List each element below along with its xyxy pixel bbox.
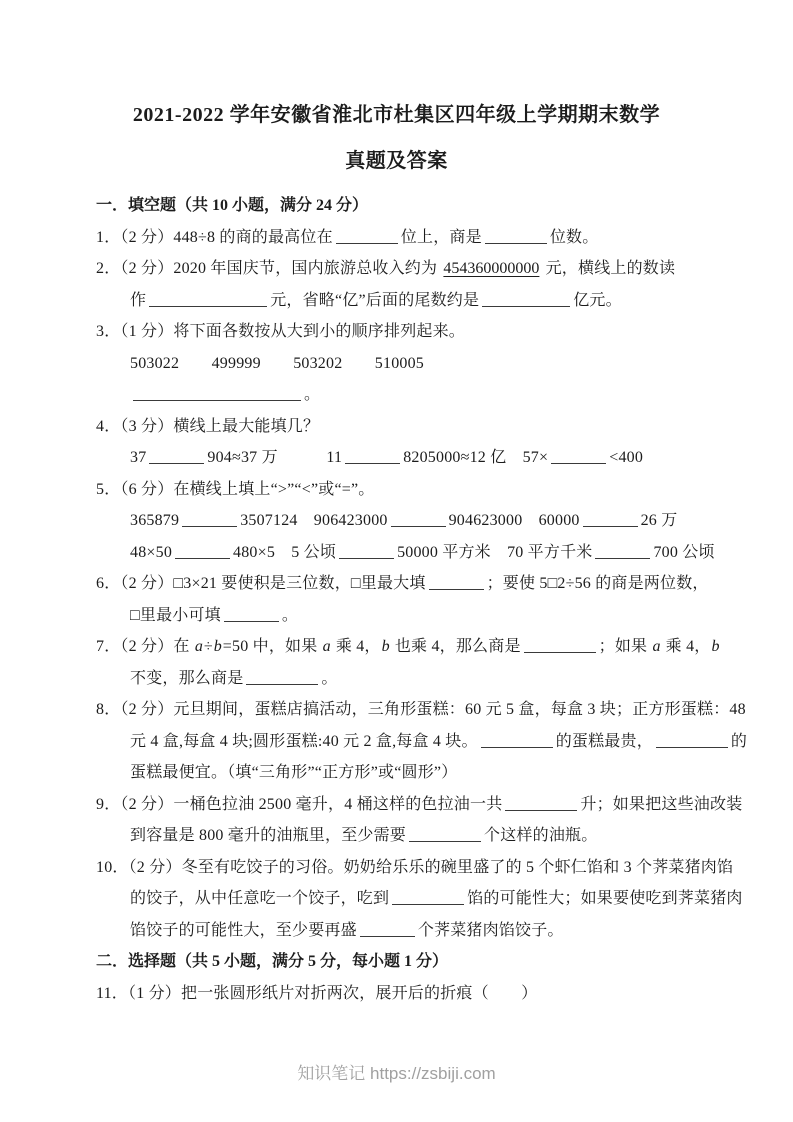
question-2-line-2 xyxy=(96,285,697,317)
blank-field xyxy=(133,387,301,401)
question-1 xyxy=(96,222,697,254)
text-segment: 5．（6 分）在横线上填上“>”“<”或“=”。 xyxy=(96,480,375,498)
underlined-value: 454360000000 xyxy=(443,260,540,277)
document-title xyxy=(96,92,697,184)
text-segment: 700 公顷 xyxy=(653,543,715,561)
question-5-items-2 xyxy=(96,537,715,569)
blank-field xyxy=(345,450,400,464)
question-9-line-2 xyxy=(96,820,697,852)
question-8-line-3 xyxy=(96,757,697,789)
text-segment: 位数。 xyxy=(549,228,599,246)
section-2-heading: 二．选择题（共 5 小题，满分 5 分，每小题 1 分） xyxy=(96,953,449,970)
math-variable: b xyxy=(381,638,390,655)
text-segment: 。 xyxy=(304,386,321,403)
question-3-line-1 xyxy=(96,316,697,348)
blank-field xyxy=(481,734,553,748)
text-segment: 7．（2 分）在 xyxy=(96,638,194,655)
question-5-items-1 xyxy=(96,505,697,537)
blank-field xyxy=(224,608,279,622)
text-segment: 9．（2 分）一桶色拉油 2500 毫升，4 桶这样的色拉油一共 xyxy=(96,795,503,813)
text-segment: 也乘 4，那么商是 xyxy=(390,638,521,655)
text-segment: 48×50 xyxy=(130,543,173,561)
text-segment: 不变，那么商是 xyxy=(130,669,244,687)
question-8-line-1 xyxy=(96,694,746,726)
blank-field xyxy=(392,891,464,905)
text-segment: 乘 4， xyxy=(331,638,381,655)
footer-watermark[interactable] xyxy=(0,1062,793,1086)
text-segment: =50 中，如果 xyxy=(222,638,322,655)
text-segment: 位上，商是 xyxy=(400,228,482,246)
blank-field xyxy=(149,293,267,307)
text-segment: ；如果 xyxy=(598,638,652,655)
text-segment: 个荠菜猪肉馅饺子。 xyxy=(417,921,564,939)
text-segment: 个这样的油瓶。 xyxy=(484,827,598,844)
math-variable: b xyxy=(711,638,720,655)
blank-field xyxy=(336,230,398,244)
text-segment: 904623000 60000 xyxy=(448,512,580,529)
blank-field xyxy=(246,671,318,685)
text-segment: 馅饺子的可能性大，至少要再盛 xyxy=(130,921,357,939)
text-segment: 480×5 5 公顷 xyxy=(233,543,337,561)
blank-field xyxy=(595,545,650,559)
blank-field xyxy=(175,545,230,559)
text-segment: 1．（2 分）448÷8 的商的最高位在 xyxy=(96,228,333,246)
question-3-numbers xyxy=(96,348,697,380)
math-variable: a xyxy=(652,638,661,655)
question-10-line-1 xyxy=(96,852,734,884)
question-5-line-1 xyxy=(96,474,697,506)
blank-field xyxy=(339,545,394,559)
text-segment: 3．（1 分）将下面各数按从大到小的顺序排列起来。 xyxy=(96,323,466,340)
text-segment: 6．（2 分）□3×21 要使积是三位数，□里最大填 xyxy=(96,575,426,592)
text-segment: 元 4 盒,每盒 4 块;圆形蛋糕:40 元 2 盒,每盒 4 块。 xyxy=(130,732,478,750)
text-segment: 馅的可能性大；如果要使吃到荠菜猪肉 xyxy=(467,890,743,907)
question-4-items xyxy=(96,442,697,474)
blank-field xyxy=(551,450,606,464)
blank-field xyxy=(409,828,481,842)
document-title-line-2: 真题及答案 xyxy=(345,150,448,172)
text-segment: 蛋糕最便宜。（填“三角形”“正方形”或“圆形”） xyxy=(130,764,458,781)
text-segment: 元，省略“亿”后面的尾数约是 xyxy=(270,291,480,309)
blank-field xyxy=(485,230,547,244)
blank-field xyxy=(482,293,570,307)
question-9-line-1 xyxy=(96,789,743,821)
text-segment: 8．（2 分）元旦期间，蛋糕店搞活动，三角形蛋糕：60 元 5 盒，每盒 3 块；正方形蛋糕：48 xyxy=(96,701,746,718)
document-body xyxy=(96,190,748,1009)
text-segment: 50000 平方米 70 平方千米 xyxy=(397,543,593,561)
text-segment: 。 xyxy=(321,669,338,687)
text-segment: 的蛋糕最贵， xyxy=(555,732,653,750)
blank-field xyxy=(429,576,484,590)
text-segment: 503022 499999 503202 510005 xyxy=(130,354,425,372)
blank-field xyxy=(524,639,596,653)
text-segment: 37 xyxy=(130,449,147,466)
text-segment: 的 xyxy=(730,732,748,750)
blank-field xyxy=(391,513,446,527)
question-8-line-2 xyxy=(96,726,748,758)
question-7-line-1 xyxy=(96,631,720,663)
text-segment: 的饺子，从中任意吃一个饺子，吃到 xyxy=(130,890,390,907)
document-title-line-1: 2021-2022 学年安徽省淮北市杜集区四年级上学期期末数学 xyxy=(132,104,661,126)
text-segment: 亿元。 xyxy=(573,291,622,309)
text-segment: 10．（2 分）冬至有吃饺子的习俗。奶奶给乐乐的碗里盛了的 5 个虾仁馅和 3 个荠菜猪肉馅 xyxy=(96,858,734,876)
text-segment: 904≈37 万 11 xyxy=(207,449,343,466)
text-segment: 到容量是 800 毫升的油瓶里，至少需要 xyxy=(130,827,407,844)
question-10-line-2 xyxy=(96,883,743,915)
text-segment: 作 xyxy=(130,291,147,309)
question-7-line-2 xyxy=(96,663,697,695)
question-2-line-1 xyxy=(96,253,697,285)
blank-field xyxy=(583,513,638,527)
text-segment: 26 万 xyxy=(640,512,678,529)
question-6-line-1 xyxy=(96,568,709,600)
question-4-line-1 xyxy=(96,411,697,443)
question-11 xyxy=(96,978,697,1010)
text-segment: □里最小可填 xyxy=(130,606,221,624)
text-segment: 4．（3 分）横线上最大能填几？ xyxy=(96,417,320,435)
blank-field xyxy=(182,513,237,527)
question-6-line-2 xyxy=(96,600,697,632)
text-segment: <400 xyxy=(609,449,644,466)
text-segment: 元，横线上的数读 xyxy=(541,260,676,277)
footer-site-link[interactable]: 知识笔记 https://zsbiji.com xyxy=(297,1064,496,1083)
blank-field xyxy=(505,797,577,811)
math-variable: a xyxy=(322,638,331,655)
text-segment: 乘 4， xyxy=(661,638,711,655)
text-segment: 。 xyxy=(281,606,299,624)
blank-field xyxy=(149,450,204,464)
math-variable: a xyxy=(194,638,203,655)
question-10-line-3 xyxy=(96,915,697,947)
text-segment: 3507124 906423000 xyxy=(240,512,388,529)
section-1-heading: 一．填空题（共 10 小题，满分 24 分） xyxy=(96,197,369,214)
question-3-answer-line xyxy=(96,379,697,411)
text-segment: 升；如果把这些油改装 xyxy=(580,795,743,813)
text-segment: 8205000≈12 亿 57× xyxy=(403,449,549,466)
text-segment: 11．（1 分）把一张圆形纸片对折两次，展开后的折痕（ ） xyxy=(96,984,538,1002)
text-segment: ；要使 5□2÷56 的商是两位数， xyxy=(486,575,709,592)
text-segment: 365879 xyxy=(130,512,180,529)
blank-field xyxy=(656,734,728,748)
text-segment: ÷ xyxy=(203,638,213,655)
text-segment: 2．（2 分）2020 年国庆节，国内旅游总收入约为 xyxy=(96,260,442,277)
blank-field xyxy=(360,923,415,937)
math-variable: b xyxy=(213,638,222,655)
